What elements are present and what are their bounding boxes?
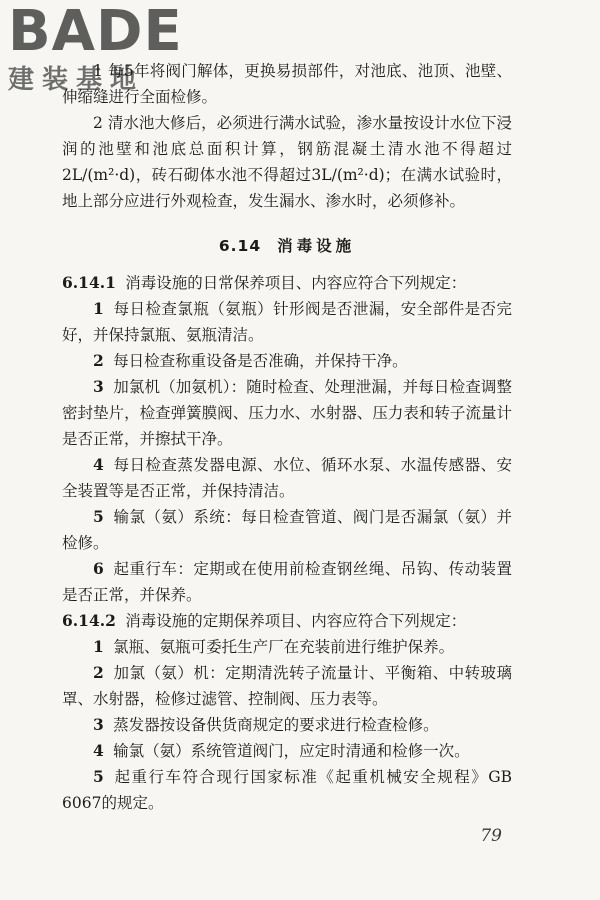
item-text: 起重行车：定期或在使用前检查钢丝绳、吊钩、传动装置是否正常，并保养。 xyxy=(62,560,512,604)
item-text: 加氯（氨）机：定期清洗转子流量计、平衡箱、中转玻璃罩、水射器，检修过滤管、控制阀、压力表等。 xyxy=(62,664,512,708)
item-text: 氯瓶、氨瓶可委托生产厂在充装前进行维护保养。 xyxy=(113,638,455,656)
section-title: 消毒设施 xyxy=(277,237,356,255)
item-number: 4 xyxy=(93,455,104,474)
item-number: 2 xyxy=(93,351,104,370)
item-number: 3 xyxy=(93,715,104,734)
clause-heading xyxy=(62,270,512,296)
paragraph: 2 清水池大修后，必须进行满水试验，渗水量按设计水位下浸润的池壁和池底总面积计算，钢筋混凝土清水池不得超过2L/(m²·d)，砖石砌体水池不得超过3L/(m²·d)；在满水试验时，地上部分应进行外观检查，发生漏水、渗水时，必须修补。 xyxy=(62,114,512,210)
clause-item-list xyxy=(62,296,512,608)
clause-intro: 消毒设施的定期保养项目、内容应符合下列规定： xyxy=(125,612,467,630)
clause-number: 6.14.1 xyxy=(62,273,116,292)
list-item xyxy=(62,348,512,374)
clause-intro: 消毒设施的日常保养项目、内容应符合下列规定： xyxy=(125,274,467,292)
list-item xyxy=(62,738,512,764)
item-text: 每日检查蒸发器电源、水位、循环水泵、水温传感器、安全装置等是否正常，并保持清洁。 xyxy=(62,456,512,500)
item-number: 5 xyxy=(93,507,104,526)
clause-item-list xyxy=(62,634,512,816)
section-heading xyxy=(62,234,512,256)
section-number: 6.14 xyxy=(218,237,262,255)
item-text: 输氯（氨）系统管道阀门，应定时清通和检修一次。 xyxy=(113,742,470,760)
list-item xyxy=(62,764,512,816)
paragraph: 1 每5年将阀门解体，更换易损部件，对池底、池顶、池壁、伸缩缝进行全面检修。 xyxy=(62,62,512,106)
clause-heading xyxy=(62,608,512,634)
item-number: 1 xyxy=(93,299,104,318)
item-text: 起重行车符合现行国家标准《起重机械安全规程》GB 6067的规定。 xyxy=(62,768,512,812)
item-number: 6 xyxy=(93,559,104,578)
item-text: 蒸发器按设备供货商规定的要求进行检查检修。 xyxy=(113,716,439,734)
page-number: 79 xyxy=(480,826,502,846)
item-text: 每日检查称重设备是否准确，并保持干净。 xyxy=(113,352,408,370)
item-text: 每日检查氯瓶（氨瓶）针形阀是否泄漏，安全部件是否完好，并保持氯瓶、氨瓶清洁。 xyxy=(62,300,512,344)
item-number: 2 xyxy=(93,663,104,682)
item-number: 5 xyxy=(93,767,104,786)
list-item xyxy=(62,374,512,452)
item-number: 4 xyxy=(93,741,104,760)
item-number: 3 xyxy=(93,377,104,396)
list-item xyxy=(62,556,512,608)
logo-sub-text: 建装基地 xyxy=(8,65,145,95)
list-item xyxy=(62,634,512,660)
list-item xyxy=(62,712,512,738)
list-item xyxy=(62,452,512,504)
item-text: 输氯（氨）系统：每日检查管道、阀门是否漏氯（氨）并检修。 xyxy=(62,508,512,552)
logo-main-text: BADE xyxy=(8,0,183,64)
list-item xyxy=(62,296,512,348)
item-text: 加氯机（加氨机）：随时检查、处理泄漏，并每日检查调整密封垫片，检查弹簧膜阀、压力水、水射器、压力表和转子流量计是否正常，并擦拭干净。 xyxy=(62,378,512,448)
list-item xyxy=(62,504,512,556)
page-content xyxy=(62,58,512,816)
item-number: 1 xyxy=(93,637,104,656)
clause-number: 6.14.2 xyxy=(62,611,116,630)
list-item xyxy=(62,660,512,712)
